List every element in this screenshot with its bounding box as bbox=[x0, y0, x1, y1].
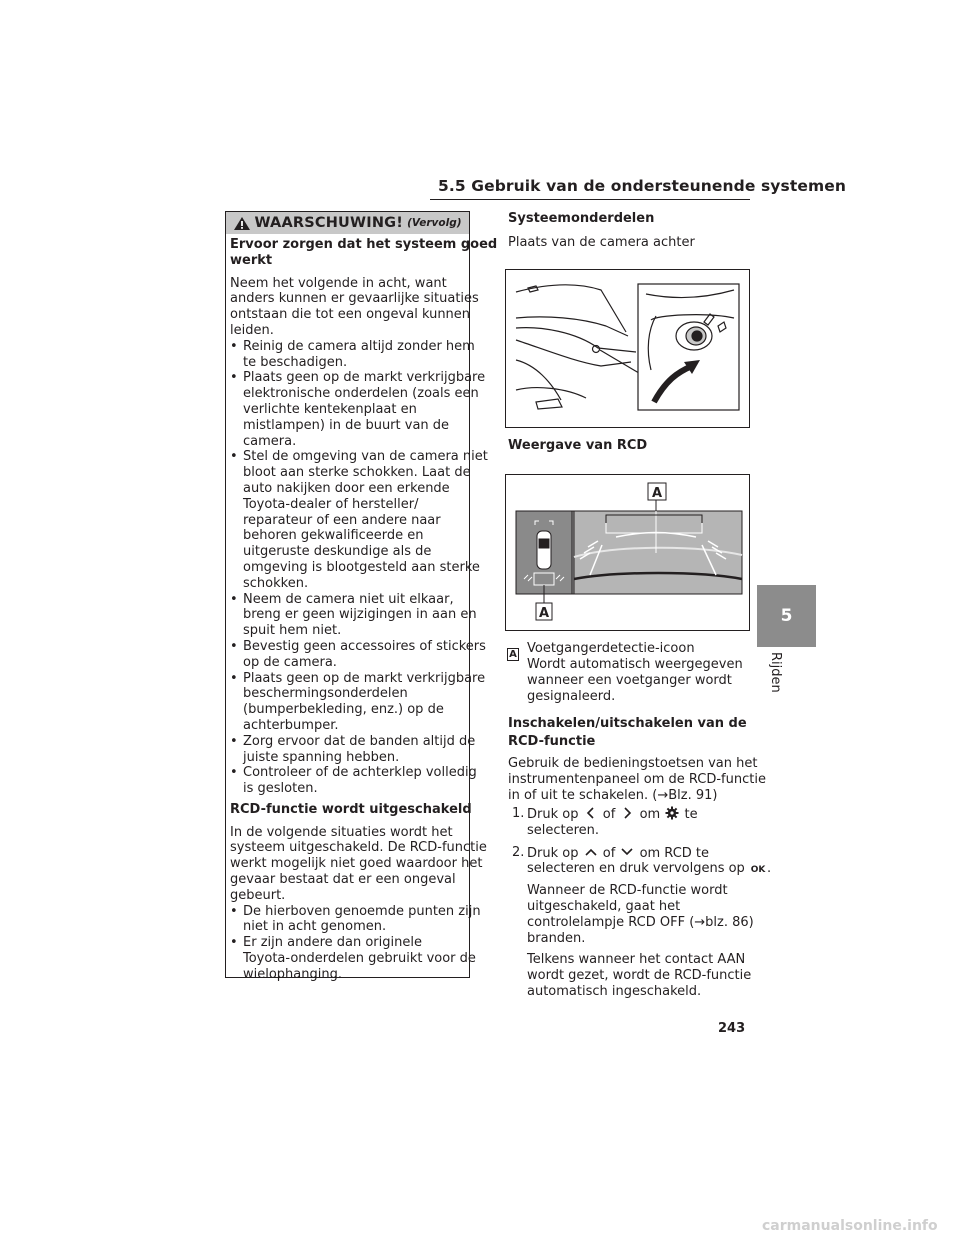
warning-bullet-item bbox=[230, 449, 488, 591]
bullet-line: Reinig de camera altijd zonder hem bbox=[243, 338, 475, 354]
bullet-line: juiste spanning hebben. bbox=[243, 749, 400, 765]
legend-text: Wordt automatisch weergegeven wanneer een voetganger wordt gesignaleerd. bbox=[527, 657, 743, 704]
warning-bullet-item bbox=[230, 765, 477, 797]
legend-a-box: A bbox=[507, 648, 519, 661]
bullet-line: bloot aan sterke schokken. Laat de bbox=[243, 465, 471, 481]
note-rcd-off: Wanneer de RCD-functie wordt uitgeschakeld, gaat het controlelampje RCD OFF (→blz. 86) branden. bbox=[527, 883, 754, 946]
bullet-line: uitgeruste deskundige als de bbox=[243, 544, 432, 560]
bullet-marker: • bbox=[230, 370, 238, 386]
heading-rcd-display: Weergave van RCD bbox=[508, 438, 648, 453]
svg-text:OK: OK bbox=[750, 865, 766, 875]
bullet-line: elektronische onderdelen (zoals een bbox=[243, 386, 479, 402]
warning-intro-2: In de volgende situaties wordt het systeem uitgeschakeld. De RCD-functie werkt mogelijk niet goed waardoor het gevaar bestaat dat er een ongeval gebeurt. bbox=[230, 824, 487, 903]
bullet-line: behoren gekwalificeerde en bbox=[243, 528, 424, 544]
bullet-marker: • bbox=[230, 935, 238, 951]
bullet-marker: • bbox=[230, 591, 238, 607]
ok-button-icon bbox=[749, 862, 767, 874]
warning-bullets-2 bbox=[230, 903, 481, 983]
warning-bullet-item bbox=[230, 733, 476, 766]
bullet-marker: • bbox=[230, 670, 238, 686]
chevron-up-icon bbox=[583, 845, 599, 859]
bullet-line: auto nakijken door een erkende bbox=[243, 480, 450, 496]
bullet-line: Stel de omgeving van de camera niet bbox=[243, 449, 488, 465]
watermark: carmanualsonline.info bbox=[762, 1218, 938, 1234]
legend-a bbox=[507, 642, 519, 661]
bullet-line: Neem de camera niet uit elkaar, bbox=[243, 591, 454, 607]
label-a-bottom: A bbox=[538, 606, 550, 621]
warning-bullets-1 bbox=[230, 338, 488, 797]
bullet-line: Plaats geen op de markt verkrijgbare bbox=[243, 670, 486, 686]
bullet-marker: • bbox=[230, 638, 238, 654]
warning-bullet-item bbox=[230, 338, 475, 371]
bullet-line: De hierboven genoemde punten zijn bbox=[243, 903, 481, 919]
warning-box bbox=[225, 211, 498, 982]
warning-bullet-item bbox=[230, 591, 477, 639]
bullet-line: camera. bbox=[243, 433, 297, 449]
bullet-line: (bumperbekleding, enz.) op de bbox=[243, 702, 444, 718]
warning-title: WAARSCHUWING! bbox=[254, 215, 404, 231]
toggle-intro: Gebruik de bedieningstoetsen van het instrumentenpaneel om de RCD-functie in of uit te schakelen. (→Blz. 91) bbox=[508, 756, 766, 803]
bullet-line: breng er geen wijzigingen in aan en bbox=[243, 607, 477, 623]
bullet-line: spuit hem niet. bbox=[243, 623, 342, 639]
bullet-line: wielophanging. bbox=[243, 966, 342, 982]
label-a-top: A bbox=[651, 486, 663, 501]
warning-bullet-item bbox=[230, 935, 476, 982]
step-1: 1. Druk op of om te selecteren. bbox=[512, 806, 698, 838]
bullet-marker: • bbox=[230, 903, 238, 919]
bullet-line: Toyota-dealer of hersteller/ bbox=[243, 496, 419, 512]
bullet-marker: • bbox=[230, 449, 238, 465]
bullet-line: Toyota-onderdelen gebruikt voor de bbox=[243, 951, 476, 967]
warning-heading-1: Ervoor zorgen dat het systeem goed werkt bbox=[230, 237, 498, 268]
page-number: 243 bbox=[718, 1021, 746, 1036]
note-rcd-auto-on: Telkens wanneer het contact AAN wordt gezet, wordt de RCD-functie automatisch ingeschakeld. bbox=[527, 952, 752, 999]
header-rule bbox=[430, 199, 750, 200]
warning-bullet-item bbox=[230, 670, 486, 734]
bullet-line: te beschadigen. bbox=[243, 354, 348, 370]
chapter-tab[interactable]: 5 bbox=[757, 585, 816, 647]
section-header: 5.5 Gebruik van de ondersteunende systemen bbox=[438, 177, 846, 195]
chevron-left-icon bbox=[583, 806, 599, 820]
bullet-line: reparateur of een andere naar bbox=[243, 512, 441, 528]
bullet-marker: • bbox=[230, 733, 238, 749]
camera-location-label: Plaats van de camera achter bbox=[508, 235, 695, 250]
bullet-marker: • bbox=[230, 765, 238, 781]
warning-heading-2: RCD-functie wordt uitgeschakeld bbox=[230, 801, 472, 817]
camera-location-figure bbox=[505, 269, 750, 428]
gear-icon bbox=[664, 806, 680, 820]
chevron-down-icon bbox=[619, 845, 635, 859]
warning-continued: (Vervolg) bbox=[407, 217, 462, 229]
warning-header bbox=[226, 212, 469, 234]
chapter-label: Rijden bbox=[768, 652, 783, 693]
warning-bullet-item bbox=[230, 638, 486, 671]
bullet-line: op de camera. bbox=[243, 654, 337, 670]
bullet-line: mistlampen) in de buurt van de bbox=[243, 417, 450, 433]
warning-triangle-icon bbox=[233, 216, 251, 231]
bullet-line: verlichte kentekenplaat en bbox=[243, 401, 417, 417]
bullet-marker: • bbox=[230, 338, 238, 354]
bullet-line: Er zijn andere dan originele bbox=[243, 935, 422, 951]
rcd-display-figure bbox=[505, 474, 750, 631]
steps bbox=[512, 806, 772, 1000]
heading-toggle: Inschakelen/uitschakelen van de RCD-functie bbox=[508, 716, 747, 749]
warning-bullet-item bbox=[230, 903, 481, 936]
bullet-line: is gesloten. bbox=[243, 781, 318, 797]
heading-system-components: Systeemonderdelen bbox=[508, 211, 655, 226]
bullet-line: Zorg ervoor dat de banden altijd de bbox=[243, 733, 476, 749]
bullet-line: omgeving is blootgesteld aan sterke bbox=[243, 559, 480, 575]
bullet-line: Controleer of de achterklep volledig bbox=[243, 765, 477, 781]
warning-intro-1: Neem het volgende in acht, want anders kunnen er gevaarlijke situaties ontstaan die tot een ongeval kunnen leiden. bbox=[230, 275, 479, 338]
legend-title: Voetgangerdetectie-icoon bbox=[527, 641, 695, 656]
warning-bullet-item bbox=[230, 370, 486, 449]
bullet-line: beschermingsonderdelen bbox=[243, 686, 408, 702]
bullet-line: Bevestig geen accessoires of stickers bbox=[243, 638, 486, 654]
car-rear-illustration bbox=[506, 270, 749, 427]
step-2: 2. Druk op of om RCD te selecteren en druk vervolgens op OK . Wanneer de RCD-functie wordt uitgeschakeld, gaat het controlelampje RCD OFF (→blz. 86) branden. Telkens wanneer het contact AAN wordt gezet, wordt de RCD-functie automatisch ingeschakeld. bbox=[512, 844, 772, 999]
rcd-screen-illustration bbox=[506, 475, 749, 630]
chevron-right-icon bbox=[619, 806, 635, 820]
bullet-line: Plaats geen op de markt verkrijgbare bbox=[243, 370, 486, 386]
bullet-line: achterbumper. bbox=[243, 717, 339, 733]
bullet-line: niet in acht genomen. bbox=[243, 919, 387, 935]
bullet-line: schokken. bbox=[243, 575, 309, 591]
warning-body bbox=[230, 237, 498, 983]
